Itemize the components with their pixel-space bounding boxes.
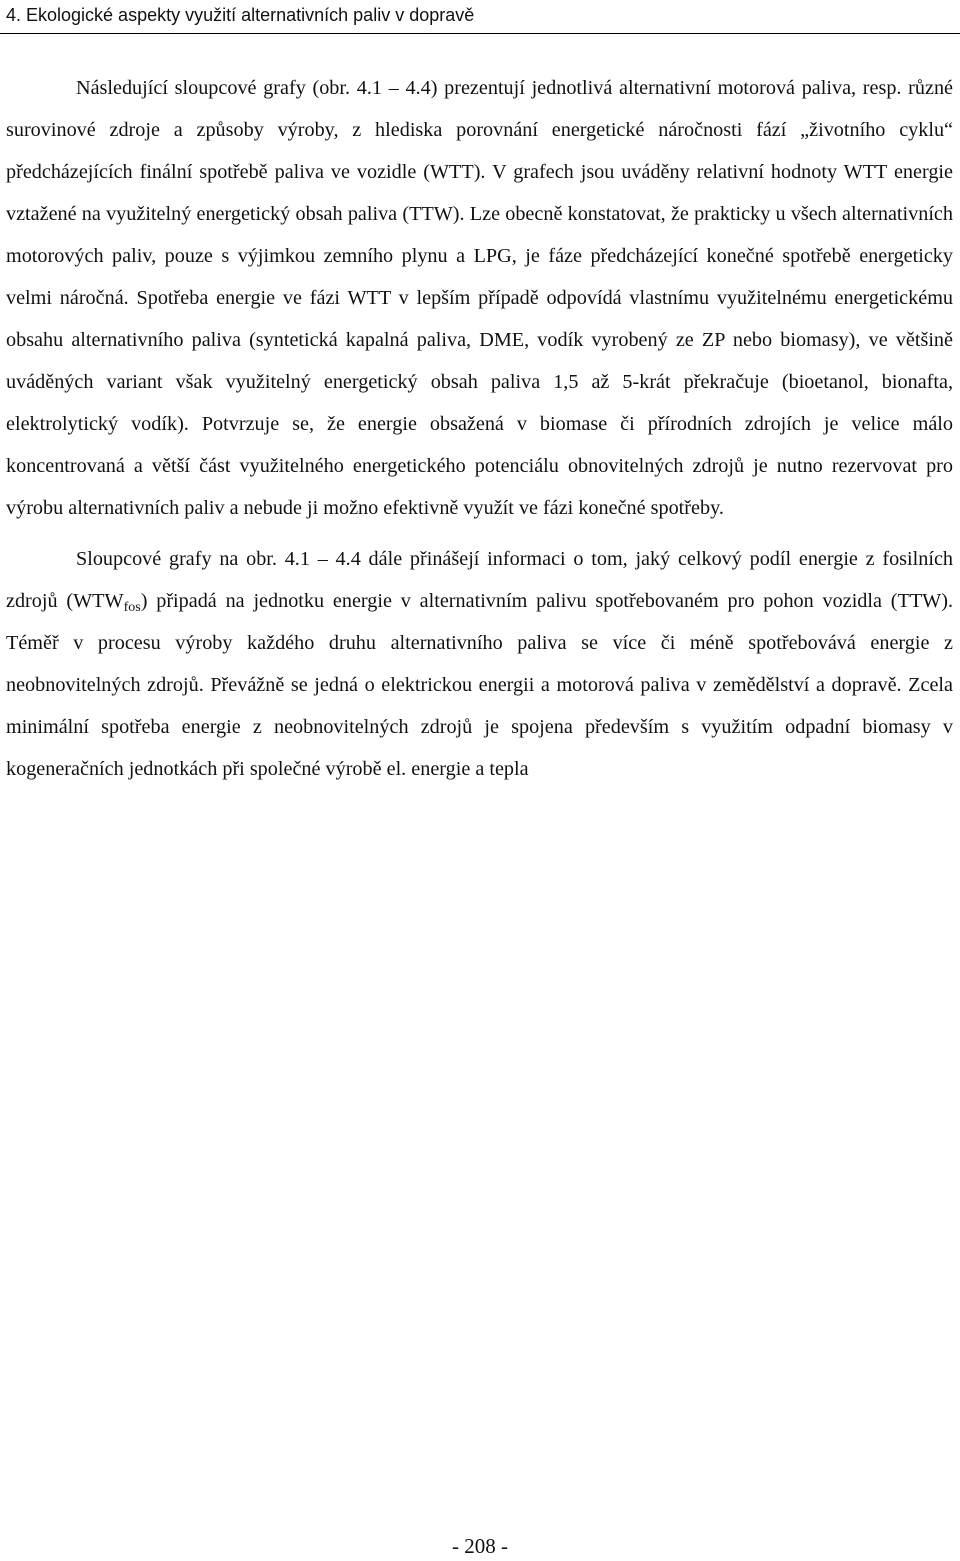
- page-body: [6, 67, 953, 790]
- page-footer: [0, 1534, 960, 1559]
- paragraph-2-text-before: Sloupcové grafy na obr. 4.1 – 4.4 dále přinášejí informaci o tom, jaký celkový podíl energie z fosilních zdrojů (WTW: [6, 548, 953, 612]
- subscript-fos: fos: [123, 600, 141, 615]
- running-header: [0, 0, 960, 34]
- paragraph-2: [6, 538, 953, 790]
- paragraph-1: Následující sloupcové grafy (obr. 4.1 – 4.4) prezentují jednotlivá alternativní motorová paliva, resp. různé surovinové zdroje a způsoby výroby, z hlediska porovnání energetické náročnosti fází „životního cyklu“ předcházejících finální spotřebě paliva ve vozidle (WTT). V grafech jsou uváděny relativní hodnoty WTT energie vztažené na využitelný energetický obsah paliva (TTW). Lze obecně konstatovat, že prakticky u všech alternativních motorových paliv, pouze s výjimkou zemního plynu a LPG, je fáze předcházející konečné spotřebě energeticky velmi náročná. Spotřeba energie ve fázi WTT v lepším případě odpovídá vlastnímu využitelnému energetickému obsahu alternativního paliva (syntetická kapalná paliva, DME, vodík vyrobený ze ZP nebo biomasy), ve většině uváděných variant však využitelný energetický obsah paliva 1,5 až 5-krát překračuje (bioetanol, bionafta, elektrolytický vodík). Potvrzuje se, že energie obsažená v biomase či přírodních zdrojích je velice málo koncentrovaná a větší část využitelného energetického potenciálu obnovitelných zdrojů je nutno rezervovat pro výrobu alternativních paliv a nebude ji možno efektivně využít ve fázi konečné spotřeby.: [6, 77, 953, 519]
- running-title: 4. Ekologické aspekty využití alternativních paliv v dopravě: [6, 5, 475, 25]
- paragraph-2-text-after: ) připadá na jednotku energie v alternativním palivu spotřebovaném pro pohon vozidla (TTW). Téměř v procesu výroby každého druhu alternativního paliva se více či méně spotřebovává energie z neobnovitelných zdrojů. Převážně se jedná o elektrickou energii a motorová paliva v zemědělství a dopravě. Zcela minimální spotřeba energie z neobnovitelných zdrojů je spojena především s využitím odpadní biomasy v kogeneračních jednotkách při společné výrobě el. energie a tepla: [6, 590, 953, 780]
- page-number: - 208 -: [452, 1534, 508, 1558]
